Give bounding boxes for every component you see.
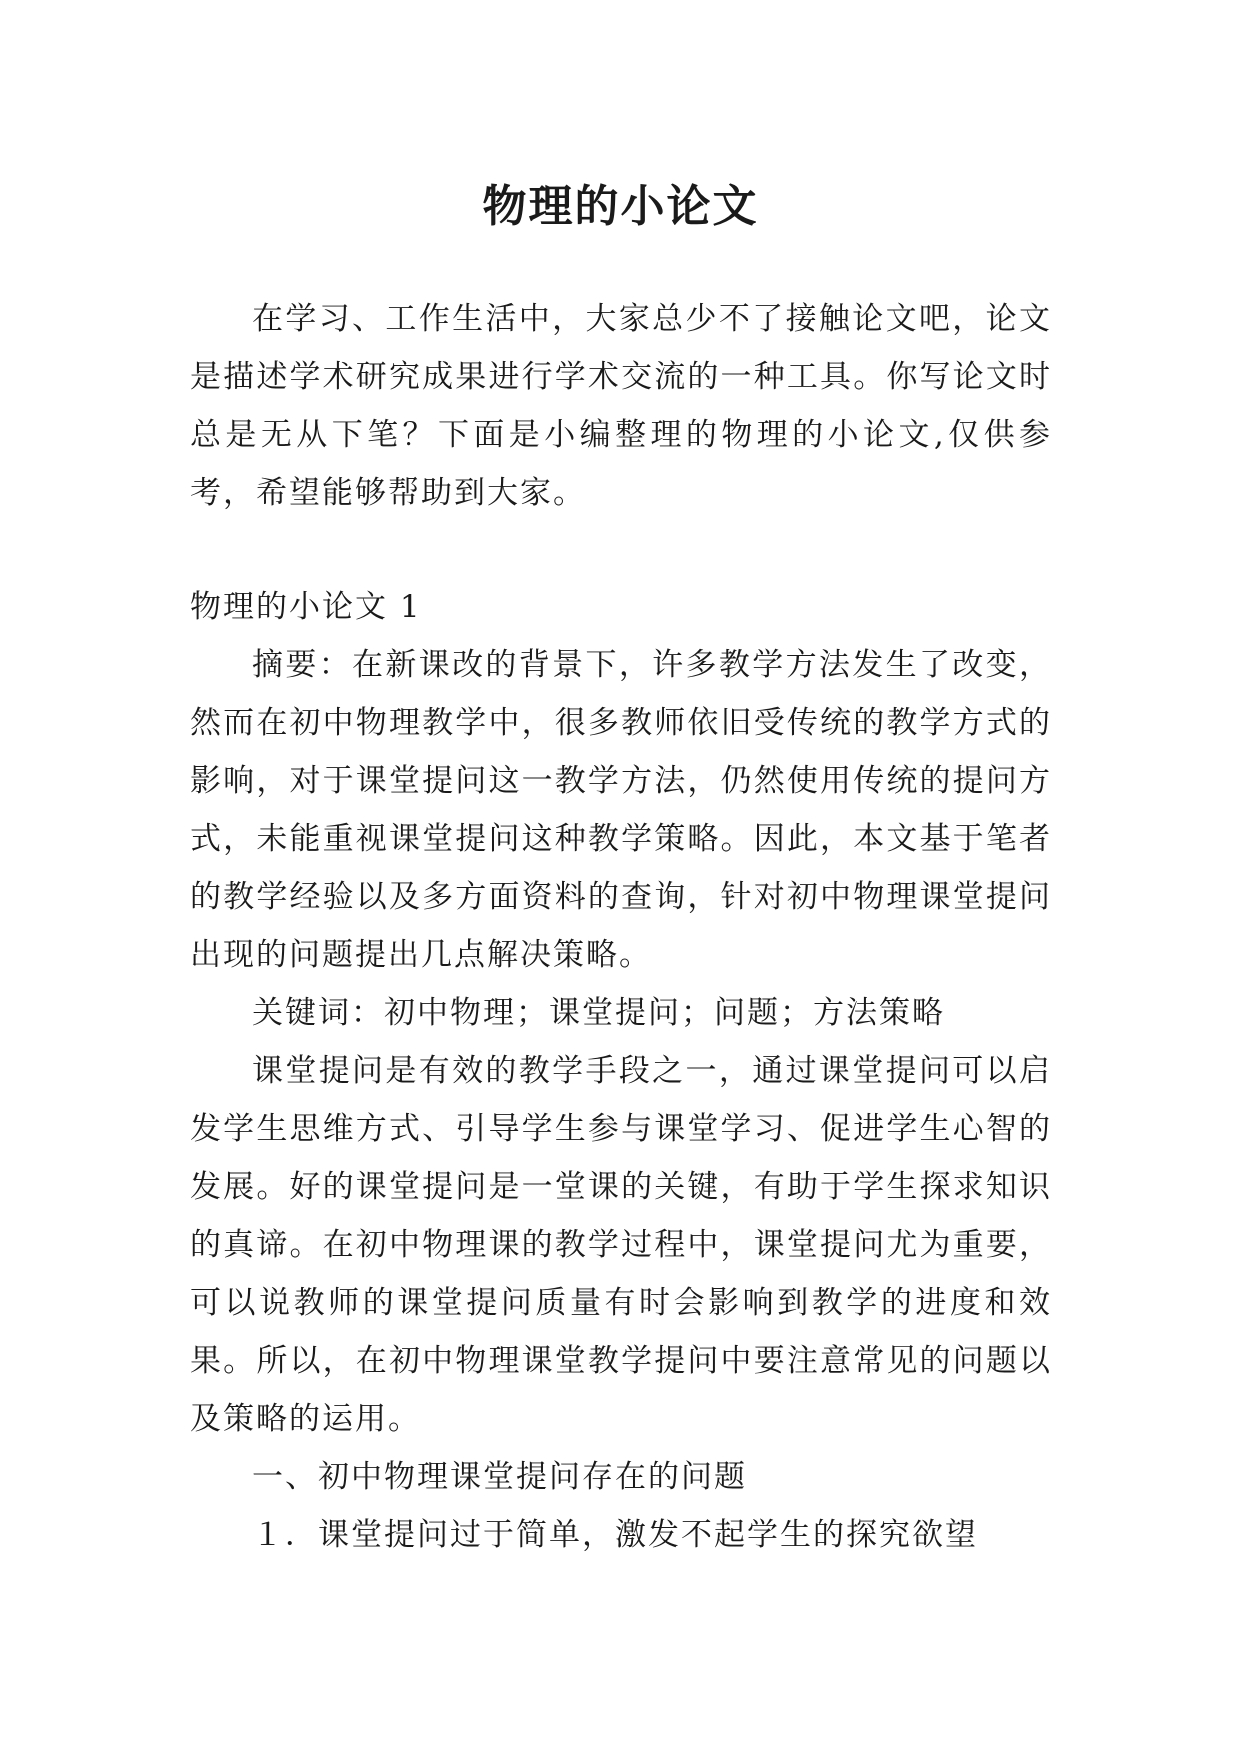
intro-block (190, 290, 1052, 522)
numbered-heading: １．课堂提问过于简单，激发不起学生的探究欲望 (252, 1517, 978, 1553)
section-heading: 物理的小论文 1 (190, 589, 422, 625)
intro-paragraph: 在学习、工作生活中，大家总少不了接触论文吧，论文是描述学术研究成果进行学术交流的一种工具。你写论文时总是无从下笔？下面是小编整理的物理的小论文,仅供参考，希望能够帮助到大家。 (190, 301, 1052, 511)
body-paragraph: 课堂提问是有效的教学手段之一，通过课堂提问可以启发学生思维方式、引导学生参与课堂学习、促进学生心智的发展。好的课堂提问是一堂课的关键，有助于学生探求知识的真谛。在初中物理课的教学过程中，课堂提问尤为重要，可以说教师的课堂提问质量有时会影响到教学的进度和效果。所以，在初中物理课堂教学提问中要注意常见的问题以及策略的运用。 (190, 1053, 1052, 1437)
document-title: 物理的小论文 (482, 181, 759, 233)
keywords-paragraph: 关键词：初中物理；课堂提问；问题；方法策略 (252, 995, 945, 1031)
main-content (190, 578, 1052, 1564)
abstract-paragraph: 摘要：在新课改的背景下，许多教学方法发生了改变，然而在初中物理教学中，很多教师依旧受传统的教学方式的影响，对于课堂提问这一教学方法，仍然使用传统的提问方式，未能重视课堂提问这种教学策略。因此，本文基于笔者的教学经验以及多方面资料的查询，针对初中物理课堂提问出现的问题提出几点解决策略。 (190, 647, 1052, 973)
subsection-heading: 一、初中物理课堂提问存在的问题 (252, 1459, 747, 1495)
